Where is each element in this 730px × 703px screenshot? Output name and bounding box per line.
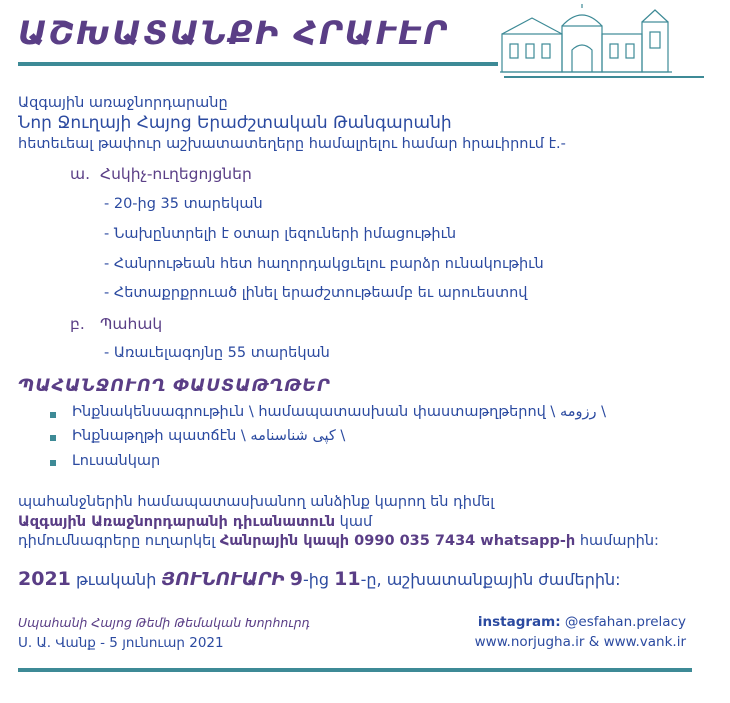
document-item: Լուսանկար: [72, 453, 161, 469]
requirement-item: - Հանրութեան հետ հաղորդակցւելու բարձր ունակութիւն: [104, 256, 544, 272]
deadline-to-day: 11: [334, 568, 361, 590]
deadline-to-suffix: -ը, աշխատանքային ժամերին:: [360, 570, 621, 589]
contact-suffix: համարին:: [575, 533, 659, 549]
footer-instagram: [478, 614, 686, 630]
contact-line-3: [18, 533, 659, 549]
deadline-from-suffix: -ից: [303, 570, 335, 589]
position-b-title: Պահակ: [100, 315, 163, 333]
footer-org: Սպահանի Հայոց Թեմի Թեմական Խորհուրդ: [18, 615, 310, 630]
page-title: ԱՇԽԱՏԱՆՔԻ ՀՐԱՒԷՐ: [18, 14, 449, 52]
contact-or: կամ: [335, 514, 373, 530]
footer-websites: www.norjugha.ir & www.vank.ir: [474, 634, 686, 650]
square-bullet-icon: [50, 412, 56, 418]
intro-line-1: Ազգային առաջնորդարանը: [18, 95, 228, 111]
requirement-item: - Նախընտրելի է օտար լեզուների իմացութիւն: [104, 226, 457, 242]
deadline-year-word: թւականի: [70, 570, 162, 589]
document-item: Ինքնակենսագրութիւն \ համապատասխան փաստաթղթերով \ رزومه \: [72, 404, 606, 420]
church-building-illustration: [500, 4, 672, 76]
contact-line-2: [18, 514, 372, 530]
office-name: Ազգային Առաջնորդարանի դիւանատուն: [18, 514, 336, 530]
deadline-year: 2021: [18, 568, 71, 590]
deadline-line: [18, 568, 621, 590]
intro-line-3: հետեւեալ թափուր աշխատատեղերը համալրելու համար հրաւիրում է.-: [18, 136, 566, 152]
position-b-letter: բ.: [70, 315, 85, 333]
deadline-month: ՅՈՒՆՈՒԱՐԻ: [161, 569, 285, 590]
footer-place-date: Ս. Ա. Վանք - 5 յունուար 2021: [18, 635, 224, 651]
contact-line-1: պահանջներին համապատասխանող անձինք կարող են դիմել: [18, 494, 495, 510]
documents-heading: ՊԱՀԱՆՋՈՒՈՂ ՓԱՍՏԱԹՂԹԵՐ: [18, 376, 331, 396]
position-a-letter: ա.: [70, 165, 91, 183]
square-bullet-icon: [50, 460, 56, 466]
header-divider: [18, 62, 498, 66]
deadline-from-day: 9: [289, 568, 304, 590]
whatsapp-number: Հանրային կապի 0990 035 7434 whatsapp-ի: [219, 533, 576, 549]
building-underline: [504, 76, 704, 78]
instagram-label: instagram:: [477, 614, 561, 630]
requirement-item: - Հետաքրքրուած լինել երաժշտութեամբ եւ արուեստով: [104, 285, 528, 301]
intro-line-2: Նոր Ջուղայի Հայոց Երաժշտական Թանգարանի: [18, 113, 452, 133]
footer-divider: [18, 668, 692, 672]
square-bullet-icon: [50, 435, 56, 441]
requirement-item: - Առաւելագոյնը 55 տարեկան: [104, 345, 330, 361]
position-a-title: Հսկիչ-ուղեցոյցներ: [100, 165, 252, 183]
document-item: Ինքնաթղթի պատճէն \ کپی شناسنامه \: [72, 428, 346, 444]
requirement-item: - 20-ից 35 տարեկան: [104, 196, 263, 212]
instagram-handle: @esfahan.prelacy: [560, 614, 686, 630]
contact-prefix: դիմումնագրերը ուղարկել: [18, 533, 220, 549]
